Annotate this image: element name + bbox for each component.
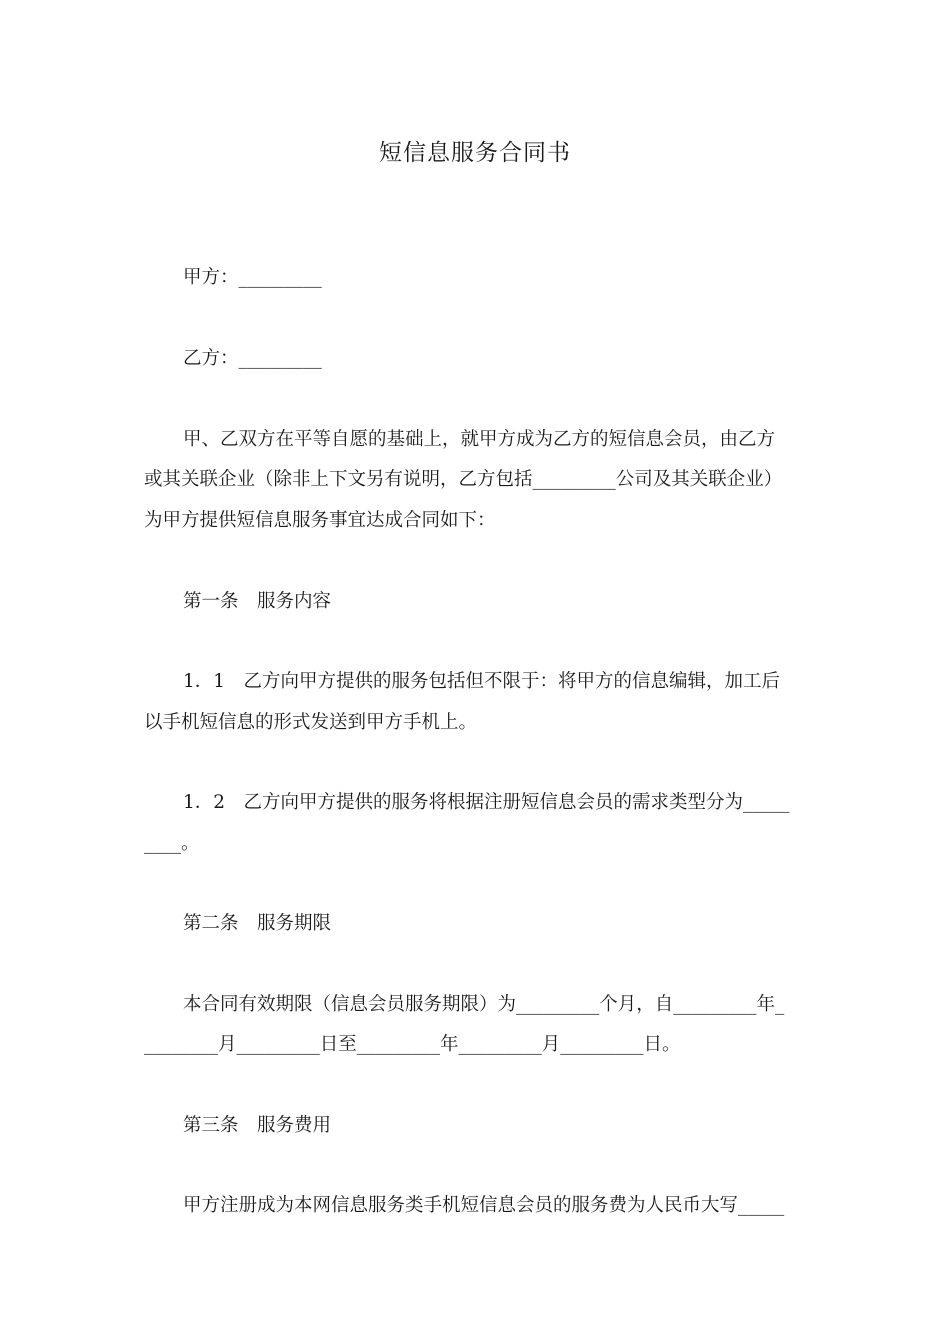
article-3-heading: 第三条 服务费用 xyxy=(183,1115,332,1136)
preamble-line-1: 甲、乙双方在平等自愿的基础上，就甲方成为乙方的短信息会员，由乙方 xyxy=(183,429,776,450)
party-a-line: 甲方：_________ xyxy=(183,267,322,288)
article-2-heading: 第二条 服务期限 xyxy=(183,913,332,934)
document-title: 短信息服务合同书 xyxy=(379,140,571,166)
article-2-line-2: ________月_________日至_________年_________月_________日。 xyxy=(144,1034,681,1055)
clause-1-1-line-1: 1．1 乙方向甲方提供的服务包括但不限于：将甲方的信息编辑，加工后 xyxy=(183,671,781,692)
clause-1-2-line-2: ____。 xyxy=(144,833,200,854)
preamble-line-3: 为甲方提供短信息服务事宜达成合同如下： xyxy=(144,510,496,531)
party-b-line: 乙方：_________ xyxy=(183,348,322,369)
article-2-line-1: 本合同有效期限（信息会员服务期限）为_________个月，自_________年_ xyxy=(183,994,785,1015)
clause-1-2-line-1: 1．2 乙方向甲方提供的服务将根据注册短信息会员的需求类型分为_____ xyxy=(183,792,790,813)
clause-1-1-line-2: 以手机短信息的形式发送到甲方手机上。 xyxy=(144,712,478,733)
article-3-line-1: 甲方注册成为本网信息服务类手机短信息会员的服务费为人民币大写_____ xyxy=(183,1195,785,1216)
article-1-heading: 第一条 服务内容 xyxy=(183,591,332,612)
preamble-line-2: 或其关联企业（除非上下文另有说明，乙方包括_________公司及其关联企业） xyxy=(144,469,783,490)
